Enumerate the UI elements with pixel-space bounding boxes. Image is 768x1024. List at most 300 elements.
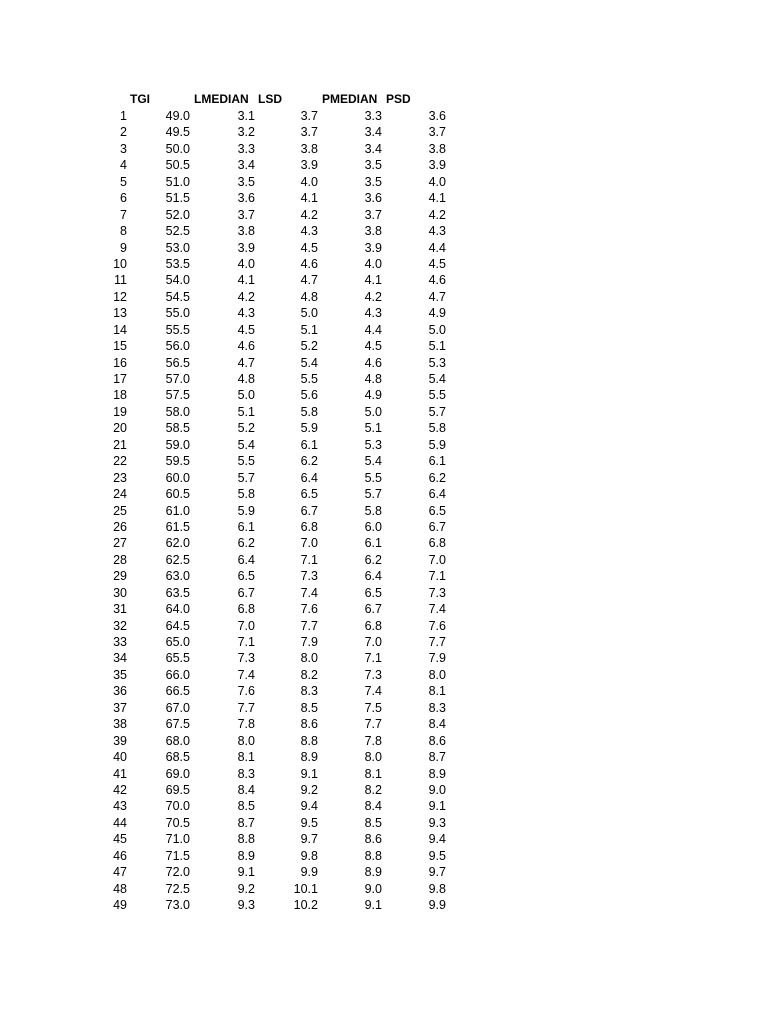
table-row bbox=[0, 864, 768, 880]
cell-lmedian-value: 3.9 bbox=[237, 240, 255, 255]
cell-pmedian-value: 3.8 bbox=[364, 224, 382, 239]
cell-psd-value: 9.7 bbox=[428, 865, 446, 880]
cell-pmedian-value: 8.1 bbox=[364, 766, 382, 781]
cell-lmedian-value: 3.7 bbox=[237, 207, 255, 222]
cell-lmedian-value: 8.5 bbox=[237, 799, 255, 814]
cell-lsd-value: 6.5 bbox=[300, 487, 318, 502]
cell-psd-value: 4.9 bbox=[428, 306, 446, 321]
cell-row-number: 31 bbox=[113, 602, 127, 617]
cell-row-number: 2 bbox=[120, 125, 127, 140]
cell-row-number: 45 bbox=[113, 832, 127, 847]
cell-lmedian-value: 8.4 bbox=[237, 782, 255, 797]
table-row bbox=[0, 535, 768, 551]
cell-tgi-value: 65.0 bbox=[165, 635, 190, 649]
cell-row-number: 27 bbox=[113, 536, 127, 551]
cell-tgi-value: 50.5 bbox=[165, 158, 190, 173]
cell-lsd-value: 6.4 bbox=[300, 470, 318, 485]
cell-tgi-value: 58.0 bbox=[165, 404, 190, 419]
header-psd: PSD bbox=[386, 92, 411, 106]
cell-pmedian-value: 7.1 bbox=[364, 651, 382, 666]
cell-psd-value: 5.1 bbox=[428, 339, 446, 354]
cell-pmedian-value: 8.5 bbox=[364, 815, 382, 830]
cell-psd-value: 9.3 bbox=[428, 815, 446, 830]
cell-lmedian-value: 5.4 bbox=[237, 437, 255, 452]
cell-tgi-value: 64.0 bbox=[165, 602, 190, 617]
cell-pmedian-value: 4.3 bbox=[364, 306, 382, 321]
cell-psd-value: 9.5 bbox=[428, 848, 446, 863]
cell-psd-value: 9.9 bbox=[428, 898, 446, 912]
cell-lmedian-value: 4.0 bbox=[237, 256, 255, 271]
cell-row-number: 41 bbox=[113, 766, 127, 781]
cell-tgi-value: 71.0 bbox=[165, 832, 190, 847]
cell-tgi-value: 69.0 bbox=[165, 766, 190, 781]
cell-pmedian-value: 3.4 bbox=[364, 125, 382, 140]
cell-pmedian-value: 6.2 bbox=[364, 552, 382, 567]
cell-tgi-value: 58.5 bbox=[165, 421, 190, 436]
cell-psd-value: 3.7 bbox=[428, 125, 446, 140]
cell-lsd-value: 8.3 bbox=[300, 684, 318, 699]
cell-lsd-value: 9.5 bbox=[300, 815, 318, 830]
cell-lmedian-value: 6.2 bbox=[237, 536, 255, 551]
cell-lsd-value: 10.1 bbox=[293, 881, 318, 896]
cell-lsd-value: 5.8 bbox=[300, 404, 318, 419]
table-row bbox=[0, 782, 768, 798]
cell-tgi-value: 50.0 bbox=[165, 141, 190, 156]
cell-lsd-value: 9.8 bbox=[300, 848, 318, 863]
cell-lmedian-value: 9.2 bbox=[237, 881, 255, 896]
table-row bbox=[0, 437, 768, 453]
cell-psd-value: 7.0 bbox=[428, 552, 446, 567]
table-row bbox=[0, 157, 768, 173]
cell-lmedian-value: 4.8 bbox=[237, 372, 255, 386]
cell-pmedian-value: 8.4 bbox=[364, 799, 382, 814]
cell-lmedian-value: 5.0 bbox=[237, 388, 255, 403]
cell-row-number: 24 bbox=[113, 487, 127, 502]
cell-lsd-value: 5.1 bbox=[300, 322, 318, 337]
header-lsd: LSD bbox=[258, 92, 282, 106]
table-row bbox=[0, 585, 768, 601]
cell-lsd-value: 4.3 bbox=[300, 224, 318, 239]
cell-lmedian-value: 3.1 bbox=[237, 109, 255, 123]
cell-pmedian-value: 4.1 bbox=[364, 273, 382, 288]
cell-pmedian-value: 5.4 bbox=[364, 454, 382, 469]
cell-tgi-value: 56.0 bbox=[165, 339, 190, 354]
cell-lsd-value: 7.6 bbox=[300, 602, 318, 617]
cell-pmedian-value: 7.3 bbox=[364, 667, 382, 682]
cell-psd-value: 8.1 bbox=[428, 684, 446, 699]
cell-lsd-value: 7.4 bbox=[300, 585, 318, 600]
cell-psd-value: 6.5 bbox=[428, 503, 446, 518]
table-row bbox=[0, 404, 768, 420]
cell-psd-value: 7.1 bbox=[428, 569, 446, 584]
cell-row-number: 42 bbox=[113, 782, 127, 797]
table-row bbox=[0, 831, 768, 847]
table-row bbox=[0, 305, 768, 321]
cell-row-number: 33 bbox=[113, 635, 127, 649]
cell-row-number: 37 bbox=[113, 700, 127, 715]
table-row bbox=[0, 108, 768, 124]
cell-lmedian-value: 5.7 bbox=[237, 470, 255, 485]
cell-row-number: 44 bbox=[113, 815, 127, 830]
cell-psd-value: 4.2 bbox=[428, 207, 446, 222]
table-row bbox=[0, 355, 768, 371]
cell-lmedian-value: 8.7 bbox=[237, 815, 255, 830]
cell-lsd-value: 3.9 bbox=[300, 158, 318, 173]
cell-psd-value: 7.3 bbox=[428, 585, 446, 600]
table-row bbox=[0, 634, 768, 650]
cell-pmedian-value: 4.9 bbox=[364, 388, 382, 403]
cell-row-number: 6 bbox=[120, 191, 127, 206]
cell-pmedian-value: 8.0 bbox=[364, 750, 382, 765]
cell-tgi-value: 51.0 bbox=[165, 174, 190, 189]
cell-psd-value: 5.4 bbox=[428, 372, 446, 386]
cell-tgi-value: 55.5 bbox=[165, 322, 190, 337]
header-pmedian: PMEDIAN bbox=[322, 92, 378, 106]
cell-pmedian-value: 3.4 bbox=[364, 141, 382, 156]
cell-lmedian-value: 4.5 bbox=[237, 322, 255, 337]
cell-psd-value: 5.0 bbox=[428, 322, 446, 337]
cell-row-number: 43 bbox=[113, 799, 127, 814]
cell-tgi-value: 65.5 bbox=[165, 651, 190, 666]
cell-psd-value: 9.8 bbox=[428, 881, 446, 896]
cell-row-number: 26 bbox=[113, 519, 127, 534]
cell-psd-value: 4.4 bbox=[428, 240, 446, 255]
table-row bbox=[0, 683, 768, 699]
table-row bbox=[0, 141, 768, 157]
cell-row-number: 12 bbox=[113, 289, 127, 304]
cell-pmedian-value: 3.3 bbox=[364, 109, 382, 123]
cell-lmedian-value: 8.0 bbox=[237, 733, 255, 748]
cell-pmedian-value: 6.0 bbox=[364, 519, 382, 534]
cell-psd-value: 9.4 bbox=[428, 832, 446, 847]
cell-tgi-value: 71.5 bbox=[165, 848, 190, 863]
cell-psd-value: 4.7 bbox=[428, 289, 446, 304]
table-row bbox=[0, 256, 768, 272]
cell-tgi-value: 73.0 bbox=[165, 898, 190, 912]
cell-row-number: 20 bbox=[113, 421, 127, 436]
cell-psd-value: 6.1 bbox=[428, 454, 446, 469]
table-row bbox=[0, 289, 768, 305]
cell-lmedian-value: 8.3 bbox=[237, 766, 255, 781]
cell-row-number: 36 bbox=[113, 684, 127, 699]
table-row bbox=[0, 897, 768, 913]
cell-lsd-value: 8.2 bbox=[300, 667, 318, 682]
cell-row-number: 3 bbox=[120, 141, 127, 156]
cell-tgi-value: 72.0 bbox=[165, 865, 190, 880]
cell-psd-value: 6.8 bbox=[428, 536, 446, 551]
cell-tgi-value: 63.5 bbox=[165, 585, 190, 600]
cell-lsd-value: 4.6 bbox=[300, 256, 318, 271]
cell-pmedian-value: 8.9 bbox=[364, 865, 382, 880]
cell-row-number: 28 bbox=[113, 552, 127, 567]
cell-tgi-value: 63.0 bbox=[165, 569, 190, 584]
cell-psd-value: 4.6 bbox=[428, 273, 446, 288]
cell-pmedian-value: 8.8 bbox=[364, 848, 382, 863]
cell-lmedian-value: 5.9 bbox=[237, 503, 255, 518]
cell-lmedian-value: 9.1 bbox=[237, 865, 255, 880]
cell-lsd-value: 7.9 bbox=[300, 635, 318, 649]
table-body bbox=[0, 108, 768, 913]
cell-psd-value: 4.1 bbox=[428, 191, 446, 206]
cell-psd-value: 7.7 bbox=[428, 635, 446, 649]
cell-pmedian-value: 8.2 bbox=[364, 782, 382, 797]
cell-row-number: 38 bbox=[113, 717, 127, 732]
cell-lmedian-value: 7.8 bbox=[237, 717, 255, 732]
cell-tgi-value: 68.5 bbox=[165, 750, 190, 765]
cell-tgi-value: 53.0 bbox=[165, 240, 190, 255]
cell-pmedian-value: 6.1 bbox=[364, 536, 382, 551]
cell-lmedian-value: 8.9 bbox=[237, 848, 255, 863]
cell-tgi-value: 66.5 bbox=[165, 684, 190, 699]
cell-lmedian-value: 6.7 bbox=[237, 585, 255, 600]
cell-lmedian-value: 7.6 bbox=[237, 684, 255, 699]
cell-psd-value: 5.9 bbox=[428, 437, 446, 452]
cell-psd-value: 5.5 bbox=[428, 388, 446, 403]
cell-pmedian-value: 3.7 bbox=[364, 207, 382, 222]
cell-psd-value: 6.2 bbox=[428, 470, 446, 485]
cell-lsd-value: 3.7 bbox=[300, 109, 318, 123]
cell-pmedian-value: 4.5 bbox=[364, 339, 382, 354]
cell-lmedian-value: 7.0 bbox=[237, 618, 255, 633]
header-lmedian: LMEDIAN bbox=[194, 92, 249, 106]
cell-lsd-value: 4.7 bbox=[300, 273, 318, 288]
cell-pmedian-value: 3.5 bbox=[364, 158, 382, 173]
cell-pmedian-value: 3.6 bbox=[364, 191, 382, 206]
cell-tgi-value: 64.5 bbox=[165, 618, 190, 633]
cell-psd-value: 7.6 bbox=[428, 618, 446, 633]
cell-row-number: 19 bbox=[113, 404, 127, 419]
cell-lmedian-value: 7.4 bbox=[237, 667, 255, 682]
cell-row-number: 1 bbox=[120, 109, 127, 123]
cell-row-number: 9 bbox=[120, 240, 127, 255]
cell-lmedian-value: 6.8 bbox=[237, 602, 255, 617]
table-row bbox=[0, 338, 768, 354]
cell-psd-value: 4.5 bbox=[428, 256, 446, 271]
cell-lmedian-value: 5.1 bbox=[237, 404, 255, 419]
cell-lsd-value: 5.2 bbox=[300, 339, 318, 354]
table-row bbox=[0, 700, 768, 716]
cell-tgi-value: 51.5 bbox=[165, 191, 190, 206]
cell-row-number: 39 bbox=[113, 733, 127, 748]
cell-row-number: 23 bbox=[113, 470, 127, 485]
cell-lsd-value: 7.7 bbox=[300, 618, 318, 633]
cell-row-number: 4 bbox=[120, 158, 127, 173]
cell-lmedian-value: 3.6 bbox=[237, 191, 255, 206]
cell-psd-value: 9.1 bbox=[428, 799, 446, 814]
cell-pmedian-value: 7.4 bbox=[364, 684, 382, 699]
cell-lsd-value: 9.7 bbox=[300, 832, 318, 847]
cell-tgi-value: 61.5 bbox=[165, 519, 190, 534]
cell-lmedian-value: 3.2 bbox=[237, 125, 255, 140]
cell-tgi-value: 53.5 bbox=[165, 256, 190, 271]
table-row bbox=[0, 815, 768, 831]
cell-lmedian-value: 6.4 bbox=[237, 552, 255, 567]
table-row bbox=[0, 453, 768, 469]
cell-psd-value: 6.4 bbox=[428, 487, 446, 502]
table-row bbox=[0, 667, 768, 683]
cell-tgi-value: 62.0 bbox=[165, 536, 190, 551]
table-row bbox=[0, 190, 768, 206]
cell-lmedian-value: 5.5 bbox=[237, 454, 255, 469]
cell-lmedian-value: 4.1 bbox=[237, 273, 255, 288]
cell-lsd-value: 6.8 bbox=[300, 519, 318, 534]
cell-row-number: 34 bbox=[113, 651, 127, 666]
cell-pmedian-value: 9.0 bbox=[364, 881, 382, 896]
cell-pmedian-value: 7.5 bbox=[364, 700, 382, 715]
cell-psd-value: 7.9 bbox=[428, 651, 446, 666]
cell-row-number: 5 bbox=[120, 174, 127, 189]
cell-pmedian-value: 5.7 bbox=[364, 487, 382, 502]
cell-lsd-value: 9.9 bbox=[300, 865, 318, 880]
cell-row-number: 46 bbox=[113, 848, 127, 863]
cell-lsd-value: 6.1 bbox=[300, 437, 318, 452]
cell-lmedian-value: 3.3 bbox=[237, 141, 255, 156]
cell-pmedian-value: 3.5 bbox=[364, 174, 382, 189]
table-row bbox=[0, 420, 768, 436]
cell-psd-value: 8.3 bbox=[428, 700, 446, 715]
table-row bbox=[0, 322, 768, 338]
cell-lsd-value: 7.1 bbox=[300, 552, 318, 567]
cell-row-number: 40 bbox=[113, 750, 127, 765]
cell-tgi-value: 59.0 bbox=[165, 437, 190, 452]
table-row bbox=[0, 470, 768, 486]
cell-lsd-value: 7.3 bbox=[300, 569, 318, 584]
cell-row-number: 11 bbox=[114, 273, 127, 288]
cell-lsd-value: 5.6 bbox=[300, 388, 318, 403]
table-row bbox=[0, 371, 768, 387]
table-row bbox=[0, 601, 768, 617]
cell-pmedian-value: 7.7 bbox=[364, 717, 382, 732]
cell-row-number: 48 bbox=[113, 881, 127, 896]
cell-psd-value: 8.4 bbox=[428, 717, 446, 732]
cell-row-number: 8 bbox=[120, 224, 127, 239]
cell-lmedian-value: 6.1 bbox=[237, 519, 255, 534]
cell-pmedian-value: 5.3 bbox=[364, 437, 382, 452]
cell-row-number: 18 bbox=[113, 388, 127, 403]
table-row bbox=[0, 174, 768, 190]
cell-tgi-value: 54.0 bbox=[165, 273, 190, 288]
cell-pmedian-value: 4.6 bbox=[364, 355, 382, 370]
cell-row-number: 47 bbox=[113, 865, 127, 880]
cell-lsd-value: 6.2 bbox=[300, 454, 318, 469]
cell-lmedian-value: 7.1 bbox=[237, 635, 255, 649]
cell-psd-value: 7.4 bbox=[428, 602, 446, 617]
cell-tgi-value: 56.5 bbox=[165, 355, 190, 370]
cell-lsd-value: 4.0 bbox=[300, 174, 318, 189]
cell-pmedian-value: 6.7 bbox=[364, 602, 382, 617]
cell-row-number: 29 bbox=[113, 569, 127, 584]
cell-lsd-value: 9.1 bbox=[300, 766, 318, 781]
cell-psd-value: 6.7 bbox=[428, 519, 446, 534]
cell-lmedian-value: 9.3 bbox=[237, 898, 255, 912]
cell-psd-value: 3.9 bbox=[428, 158, 446, 173]
table-row bbox=[0, 881, 768, 897]
cell-lmedian-value: 4.3 bbox=[237, 306, 255, 321]
cell-pmedian-value: 6.5 bbox=[364, 585, 382, 600]
cell-pmedian-value: 4.4 bbox=[364, 322, 382, 337]
cell-tgi-value: 49.5 bbox=[165, 125, 190, 140]
cell-pmedian-value: 6.4 bbox=[364, 569, 382, 584]
table-row bbox=[0, 207, 768, 223]
cell-row-number: 32 bbox=[113, 618, 127, 633]
cell-row-number: 16 bbox=[113, 355, 127, 370]
cell-tgi-value: 62.5 bbox=[165, 552, 190, 567]
cell-lmedian-value: 3.8 bbox=[237, 224, 255, 239]
cell-pmedian-value: 7.8 bbox=[364, 733, 382, 748]
cell-tgi-value: 70.0 bbox=[165, 799, 190, 814]
cell-psd-value: 4.0 bbox=[428, 174, 446, 189]
table-row bbox=[0, 552, 768, 568]
cell-psd-value: 8.9 bbox=[428, 766, 446, 781]
cell-lmedian-value: 7.3 bbox=[237, 651, 255, 666]
cell-lmedian-value: 5.8 bbox=[237, 487, 255, 502]
cell-tgi-value: 72.5 bbox=[165, 881, 190, 896]
cell-lmedian-value: 5.2 bbox=[237, 421, 255, 436]
table-row bbox=[0, 618, 768, 634]
cell-row-number: 14 bbox=[113, 322, 127, 337]
cell-pmedian-value: 5.1 bbox=[364, 421, 382, 436]
cell-psd-value: 3.6 bbox=[428, 109, 446, 123]
cell-lsd-value: 8.0 bbox=[300, 651, 318, 666]
cell-lmedian-value: 4.6 bbox=[237, 339, 255, 354]
header-tgi: TGI bbox=[130, 92, 150, 106]
cell-psd-value: 5.7 bbox=[428, 404, 446, 419]
table-row bbox=[0, 519, 768, 535]
cell-tgi-value: 68.0 bbox=[165, 733, 190, 748]
cell-row-number: 22 bbox=[113, 454, 127, 469]
table-row bbox=[0, 124, 768, 140]
cell-lsd-value: 9.4 bbox=[300, 799, 318, 814]
cell-lmedian-value: 3.4 bbox=[237, 158, 255, 173]
cell-lsd-value: 7.0 bbox=[300, 536, 318, 551]
cell-lsd-value: 4.1 bbox=[300, 191, 318, 206]
table-row bbox=[0, 749, 768, 765]
table-row bbox=[0, 568, 768, 584]
cell-tgi-value: 59.5 bbox=[165, 454, 190, 469]
cell-lmedian-value: 8.8 bbox=[237, 832, 255, 847]
cell-lsd-value: 9.2 bbox=[300, 782, 318, 797]
cell-tgi-value: 55.0 bbox=[165, 306, 190, 321]
cell-pmedian-value: 5.8 bbox=[364, 503, 382, 518]
table-row bbox=[0, 240, 768, 256]
cell-psd-value: 8.0 bbox=[428, 667, 446, 682]
cell-tgi-value: 66.0 bbox=[165, 667, 190, 682]
cell-row-number: 35 bbox=[113, 667, 127, 682]
cell-lsd-value: 3.7 bbox=[300, 125, 318, 140]
table-row bbox=[0, 733, 768, 749]
table-row bbox=[0, 716, 768, 732]
cell-lsd-value: 5.5 bbox=[300, 372, 318, 386]
cell-psd-value: 8.7 bbox=[428, 750, 446, 765]
table-row bbox=[0, 387, 768, 403]
cell-pmedian-value: 6.8 bbox=[364, 618, 382, 633]
table-row bbox=[0, 223, 768, 239]
cell-tgi-value: 57.5 bbox=[165, 388, 190, 403]
cell-pmedian-value: 3.9 bbox=[364, 240, 382, 255]
cell-lmedian-value: 6.5 bbox=[237, 569, 255, 584]
cell-lsd-value: 8.5 bbox=[300, 700, 318, 715]
cell-lsd-value: 8.9 bbox=[300, 750, 318, 765]
cell-lmedian-value: 4.7 bbox=[237, 355, 255, 370]
table-row bbox=[0, 766, 768, 782]
cell-tgi-value: 57.0 bbox=[165, 372, 190, 386]
cell-lsd-value: 10.2 bbox=[293, 898, 318, 912]
cell-lsd-value: 8.6 bbox=[300, 717, 318, 732]
cell-lmedian-value: 8.1 bbox=[237, 750, 255, 765]
cell-tgi-value: 52.5 bbox=[165, 224, 190, 239]
cell-pmedian-value: 7.0 bbox=[364, 635, 382, 649]
cell-pmedian-value: 4.8 bbox=[364, 372, 382, 386]
